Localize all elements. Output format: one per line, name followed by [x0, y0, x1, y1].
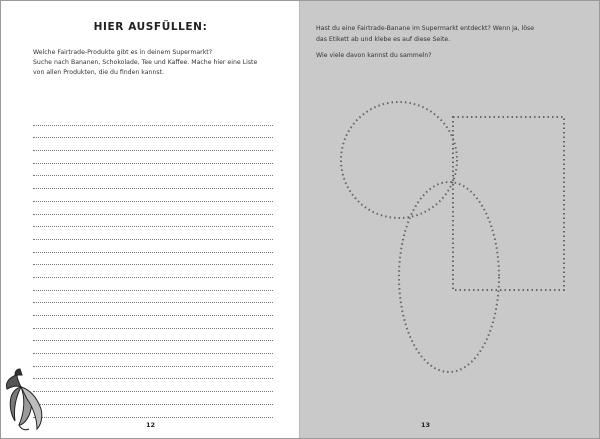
question-text: Welche Fairtrade-Produkte gibt es in deinem Supermarkt? [33, 49, 213, 56]
page-number-left: 12 [146, 421, 156, 429]
instruction-line-2: von allen Produkten, die du finden kannst. [33, 69, 165, 76]
sticker-text-line-1: Hast du eine Fairtrade-Banane im Supermarkt entdeckt? Wenn ja, löse [316, 25, 535, 32]
ellipse-outline [399, 182, 499, 372]
page-heading: HIER AUSFÜLLEN: [93, 21, 208, 33]
circle-outline [341, 102, 457, 218]
sticker-text-line-2: das Etikett ab und klebe es auf diese Seite. [316, 35, 451, 43]
rectangle-outline [453, 117, 564, 290]
sticker-question: Wie viele davon kannst du sammeln? [316, 52, 432, 59]
page-number-right: 13 [421, 421, 431, 429]
sticker-outlines [1, 1, 600, 439]
instruction-line-1: Suche nach Bananen, Schokolade, Tee und Kaffee. Mache hier eine Liste [33, 59, 258, 66]
